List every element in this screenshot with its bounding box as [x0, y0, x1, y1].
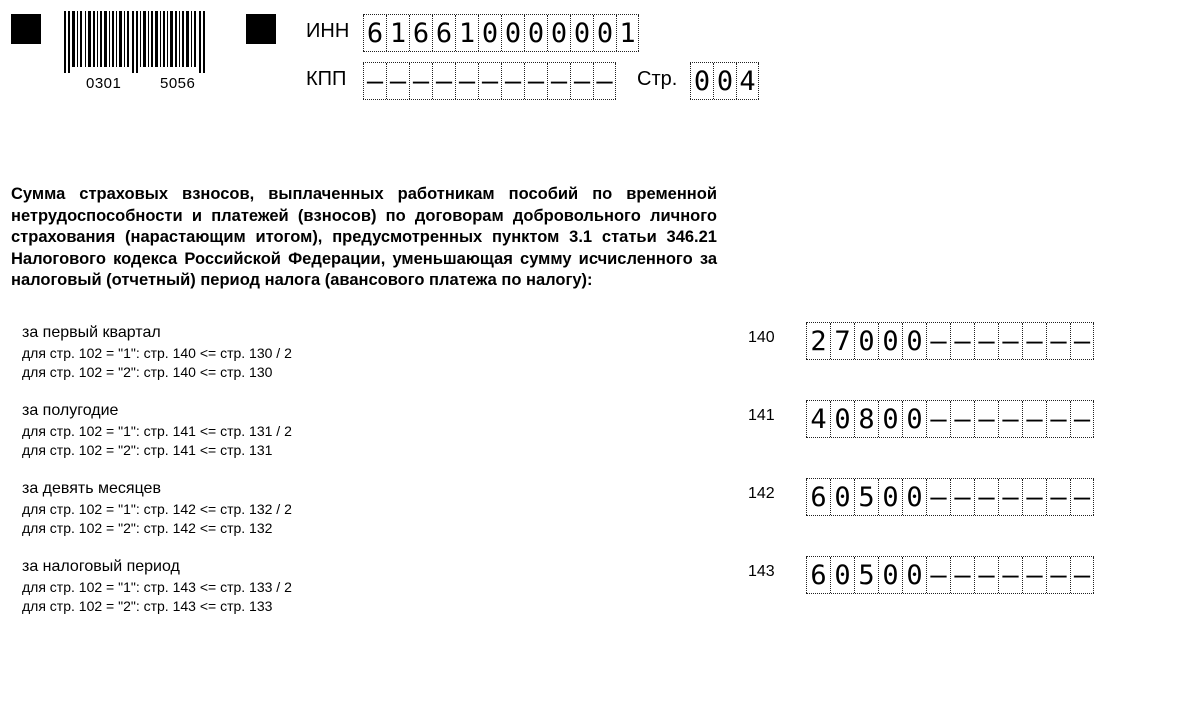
amount-digit: 0 [854, 323, 878, 359]
line-code-140: 140 [748, 329, 775, 346]
amount-digit: – [1022, 401, 1046, 437]
page-digit: 4 [736, 63, 759, 99]
amount-digit: 6 [806, 557, 830, 593]
amount-digit: 7 [830, 323, 854, 359]
line-code-143: 143 [748, 563, 775, 580]
amount-digit: – [926, 479, 950, 515]
row-title-tax-period: за налоговый период [22, 558, 180, 575]
amount-field-142 [806, 478, 1094, 516]
amount-digit: 0 [878, 557, 902, 593]
row-rule: для стр. 102 = "2": стр. 140 <= стр. 130 [22, 364, 273, 380]
amount-digit: – [926, 323, 950, 359]
amount-field-140 [806, 322, 1094, 360]
amount-digit: 5 [854, 557, 878, 593]
amount-digit: – [1046, 323, 1070, 359]
amount-digit: 0 [902, 401, 926, 437]
amount-digit: – [974, 557, 998, 593]
inn-digit: 1 [386, 15, 409, 51]
barcode-bars [64, 11, 214, 73]
inn-digit: 0 [524, 15, 547, 51]
amount-digit: – [926, 557, 950, 593]
amount-digit: – [1046, 557, 1070, 593]
amount-digit: 0 [830, 479, 854, 515]
row-rule: для стр. 102 = "2": стр. 143 <= стр. 133 [22, 598, 273, 614]
row-title-first-quarter: за первый квартал [22, 324, 161, 341]
inn-digit: 1 [455, 15, 478, 51]
inn-digit: 0 [570, 15, 593, 51]
kpp-digit: – [409, 63, 432, 99]
amount-digit: – [998, 557, 1022, 593]
inn-digit: 0 [478, 15, 501, 51]
barcode [64, 11, 214, 96]
amount-digit: – [1022, 557, 1046, 593]
page-digit: 0 [713, 63, 736, 99]
row-rule: для стр. 102 = "1": стр. 143 <= стр. 133 / 2 [22, 579, 292, 595]
kpp-digit: – [363, 63, 386, 99]
amount-digit: – [974, 479, 998, 515]
amount-digit: 8 [854, 401, 878, 437]
row-rule: для стр. 102 = "2": стр. 141 <= стр. 131 [22, 442, 273, 458]
line-code-142: 142 [748, 485, 775, 502]
amount-digit: – [998, 323, 1022, 359]
kpp-digit: – [501, 63, 524, 99]
kpp-digit: – [386, 63, 409, 99]
amount-digit: – [950, 401, 974, 437]
amount-digit: 0 [878, 479, 902, 515]
amount-digit: 0 [878, 323, 902, 359]
row-rule: для стр. 102 = "1": стр. 142 <= стр. 132 / 2 [22, 501, 292, 517]
inn-digit: 6 [409, 15, 432, 51]
kpp-digit: – [570, 63, 593, 99]
amount-digit: 2 [806, 323, 830, 359]
amount-digit: – [950, 557, 974, 593]
amount-digit: 0 [902, 557, 926, 593]
inn-label: ИНН [306, 20, 350, 42]
row-title-half-year: за полугодие [22, 402, 119, 419]
barcode-number-right: 5056 [160, 75, 196, 92]
amount-digit: – [998, 401, 1022, 437]
amount-digit: 0 [830, 557, 854, 593]
kpp-digit: – [593, 63, 616, 99]
inn-field [363, 14, 639, 52]
inn-digit: 6 [432, 15, 455, 51]
kpp-digit: – [478, 63, 501, 99]
row-title-nine-months: за девять месяцев [22, 480, 161, 497]
inn-digit: 6 [363, 15, 386, 51]
amount-digit: – [974, 323, 998, 359]
amount-digit: 0 [902, 479, 926, 515]
amount-digit: – [950, 323, 974, 359]
amount-field-143 [806, 556, 1094, 594]
inn-digit: 1 [616, 15, 639, 51]
amount-digit: 0 [902, 323, 926, 359]
line-code-141: 141 [748, 407, 775, 424]
amount-digit: – [1070, 557, 1094, 593]
inn-digit: 0 [547, 15, 570, 51]
amount-digit: – [950, 479, 974, 515]
amount-digit: – [1070, 323, 1094, 359]
page-label: Стр. [637, 68, 678, 90]
page-digit: 0 [690, 63, 713, 99]
amount-digit: 0 [878, 401, 902, 437]
amount-digit: 5 [854, 479, 878, 515]
kpp-digit: – [432, 63, 455, 99]
amount-digit: – [1022, 479, 1046, 515]
amount-digit: – [998, 479, 1022, 515]
row-rule: для стр. 102 = "2": стр. 142 <= стр. 132 [22, 520, 273, 536]
kpp-digit: – [524, 63, 547, 99]
amount-field-141 [806, 400, 1094, 438]
corner-marker-right [246, 14, 276, 44]
kpp-field [363, 62, 616, 100]
inn-digit: 0 [501, 15, 524, 51]
row-rule: для стр. 102 = "1": стр. 140 <= стр. 130 / 2 [22, 345, 292, 361]
kpp-digit: – [547, 63, 570, 99]
amount-digit: – [1022, 323, 1046, 359]
amount-digit: – [1046, 401, 1070, 437]
corner-marker-left [11, 14, 41, 44]
page-number-field [690, 62, 759, 100]
amount-digit: – [926, 401, 950, 437]
section-heading: Сумма страховых взносов, выплаченных работникам пособий по временной нетрудоспособности и платежей (взносов) по договорам добровольного личного страхования (нарастающим итогом), предусмотренных пунктом 3.1 статьи 346.21 Налогового кодекса Российской Федерации, уменьшающая сумму исчисленного за налоговый (отчетный) период налога (авансового платежа по налогу): [11, 185, 717, 289]
row-rule: для стр. 102 = "1": стр. 141 <= стр. 131 / 2 [22, 423, 292, 439]
amount-digit: 6 [806, 479, 830, 515]
amount-digit: – [1070, 479, 1094, 515]
amount-digit: 0 [830, 401, 854, 437]
amount-digit: – [1046, 479, 1070, 515]
amount-digit: – [1070, 401, 1094, 437]
amount-digit: 4 [806, 401, 830, 437]
inn-digit: 0 [593, 15, 616, 51]
kpp-label: КПП [306, 68, 347, 90]
barcode-number-left: 0301 [86, 75, 122, 92]
amount-digit: – [974, 401, 998, 437]
kpp-digit: – [455, 63, 478, 99]
